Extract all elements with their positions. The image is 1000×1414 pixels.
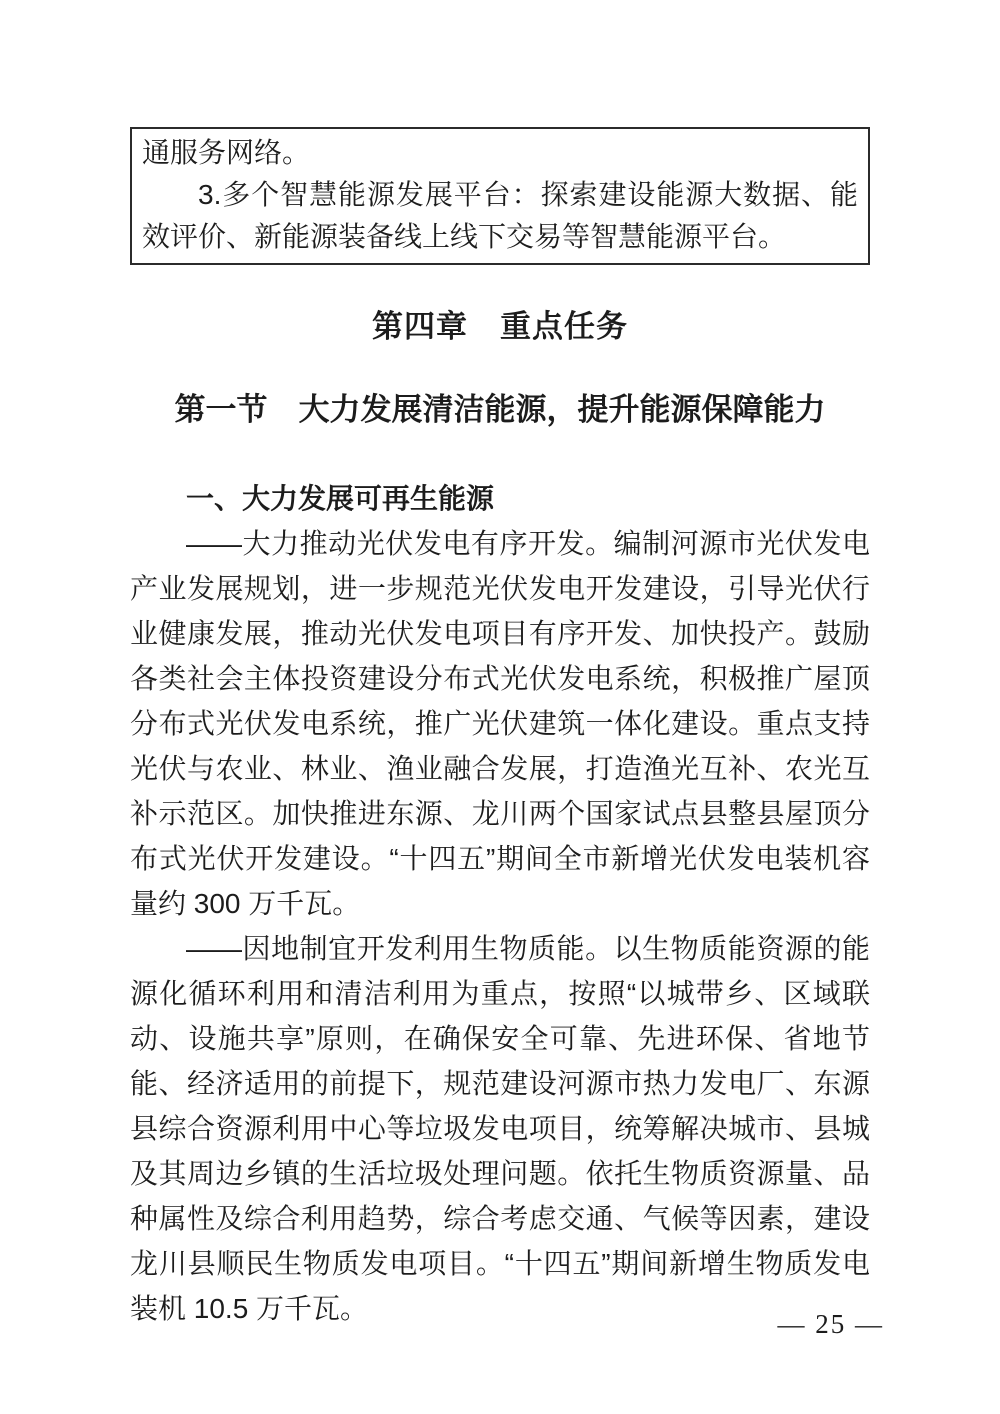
section-heading: 第一节 大力发展清洁能源，提升能源保障能力 [174, 392, 826, 427]
subsection-heading: 一、大力发展可再生能源 [186, 483, 495, 514]
page-content [130, 127, 870, 1331]
callout-paragraph: 3.多个智慧能源发展平台：探索建设能源大数据、能效评价、新能源装备线上线下交易等智慧能源平台。 [142, 179, 858, 252]
body-paragraph-biomass: ——因地制宜开发利用生物质能。以生物质能资源的能源化循环利用和清洁利用为重点，按照“以城带乡、区域联动、设施共享”原则，在确保安全可靠、先进环保、省地节能、经济适用的前提下，规范建设河源市热力发电厂、东源县综合资源利用中心等垃圾发电项目，统筹解决城市、县城及其周边乡镇的生活垃圾处理问题。依托生物质资源量、品种属性及综合利用趋势，综合考虑交通、气候等因素，建设龙川县顺民生物质发电项目。“十四五”期间新增生物质发电装机 10.5 万千瓦。 [130, 933, 870, 1324]
chapter-heading: 第四章 重点任务 [372, 309, 628, 344]
callout-box [130, 127, 870, 265]
body-paragraph-solar: ——大力推动光伏发电有序开发。编制河源市光伏发电产业发展规划，进一步规范光伏发电开发建设，引导光伏行业健康发展，推动光伏发电项目有序开发、加快投产。鼓励各类社会主体投资建设分布式光伏发电系统，积极推广屋顶分布式光伏发电系统，推广光伏建筑一体化建设。重点支持光伏与农业、林业、渔业融合发展，打造渔光互补、农光互补示范区。加快推进东源、龙川两个国家试点县整县屋顶分布式光伏开发建设。“十四五”期间全市新增光伏发电装机容量约 300 万千瓦。 [130, 528, 870, 919]
page-number: — 25 — [777, 1309, 884, 1339]
body-text [130, 521, 870, 1331]
callout-paragraph: 通服务网络。 [142, 137, 311, 168]
